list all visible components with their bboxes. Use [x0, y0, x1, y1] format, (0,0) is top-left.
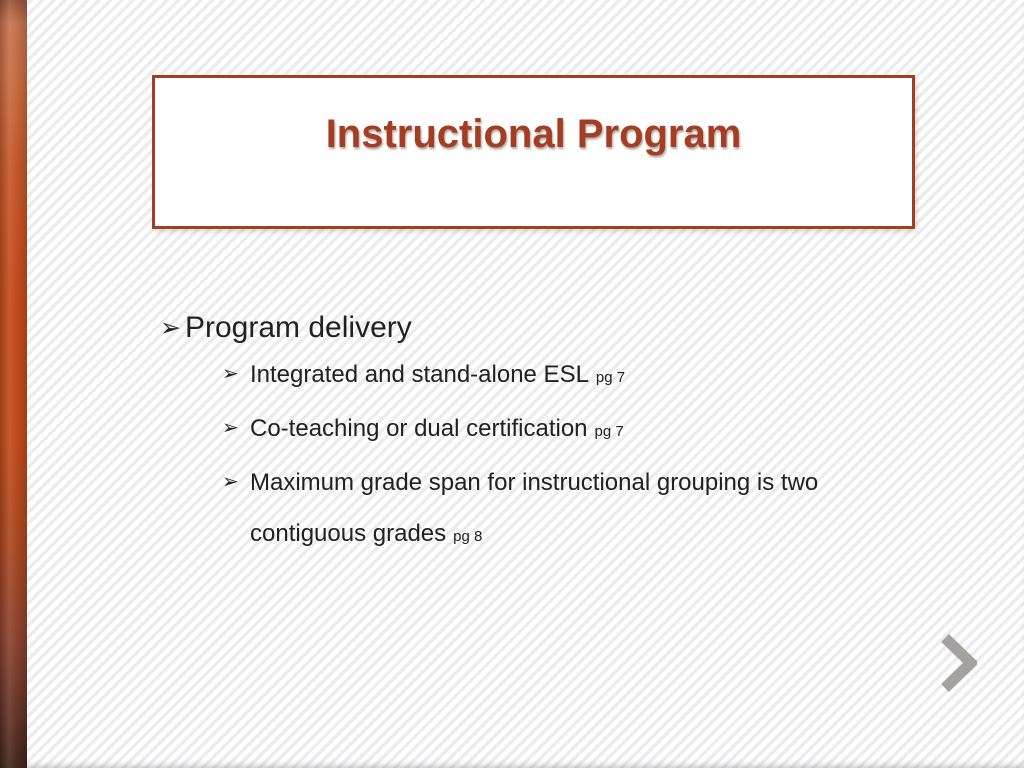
- arrow-bullet-icon: ➢: [222, 417, 239, 439]
- left-accent-bar: [0, 0, 27, 768]
- list-item-text: [250, 349, 625, 403]
- arrow-bullet-icon: ➢: [160, 314, 181, 342]
- page-reference: pg 7: [594, 423, 624, 440]
- list-item-text: [250, 403, 624, 457]
- next-chevron-icon[interactable]: [941, 634, 977, 692]
- page-reference: pg 8: [453, 528, 483, 545]
- list-item-label: Co-teaching or dual certification: [250, 415, 588, 442]
- list-item: [222, 403, 910, 457]
- list-item-text: [250, 457, 910, 562]
- list-item-label: Integrated and stand-alone ESL: [250, 361, 589, 388]
- arrow-bullet-icon: ➢: [222, 363, 239, 385]
- sub-bullet-list: [222, 349, 910, 562]
- list-item-label: Maximum grade span for instructional grouping is two contiguous grades: [250, 469, 819, 547]
- list-item-label: Program delivery: [185, 311, 412, 344]
- page-reference: pg 7: [595, 369, 626, 386]
- list-item: [222, 349, 910, 403]
- list-item: [222, 457, 910, 562]
- arrow-bullet-icon: ➢: [222, 471, 239, 493]
- list-item-program-delivery: [160, 311, 910, 345]
- bullet-content: [160, 311, 910, 562]
- slide-title: Instructional Program: [325, 112, 742, 156]
- title-box: [152, 75, 915, 229]
